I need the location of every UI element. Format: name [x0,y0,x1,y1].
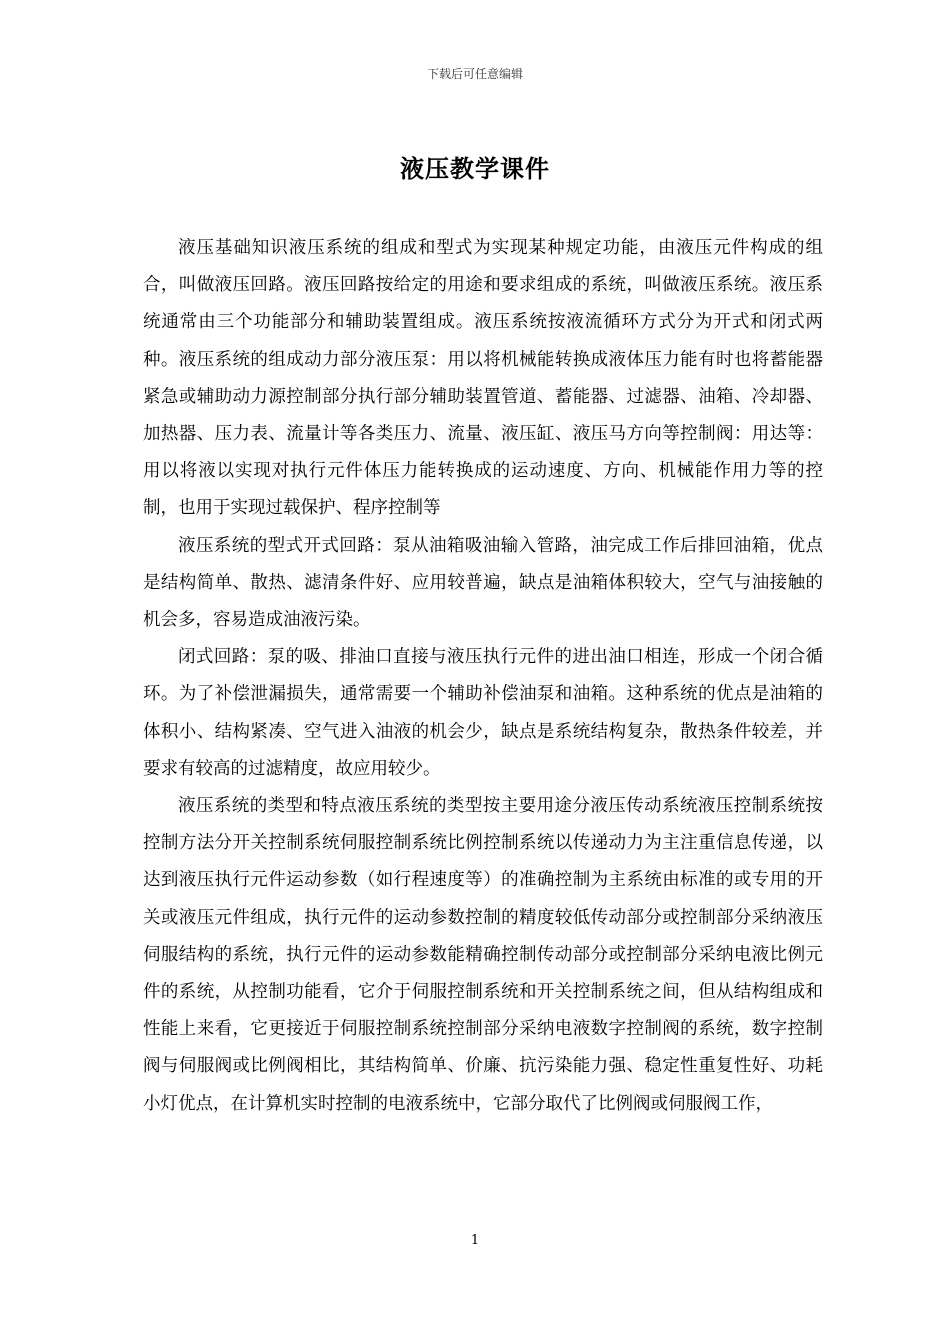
paragraph-basics: 液压基础知识液压系统的组成和型式为实现某种规定功能，由液压元件构成的组合，叫做液压回路。液压回路按给定的用途和要求组成的系统，叫做液压系统。液压系统通常由三个功能部分和辅助装置组成。液压系统按液流循环方式分为开式和闭式两种。液压系统的组成动力部分液压泵：用以将机械能转换成液体压力能有时也将蓄能器紧急或辅助动力源控制部分执行部分辅助装置管道、蓄能器、过滤器、油箱、冷却器、加热器、压力表、流量计等各类压力、流量、液压缸、液压马方向等控制阀：用达等：用以将液以实现对执行元件体压力能转换成的运动速度、方向、机械能作用力等的控制，也用于实现过载保护、程序控制等 [143,238,823,519]
page-header: 下载后可任意编辑 [426,67,523,81]
paragraph-open-circuit: 液压系统的型式开式回路：泵从油箱吸油输入管路，油完成工作后排回油箱，优点是结构简单、散热、滤清条件好、应用较普遍，缺点是油箱体积较大，空气与油接触的机会多，容易造成油液污染。 [143,535,823,631]
paragraph-closed-circuit: 闭式回路：泵的吸、排油口直接与液压执行元件的进出油口相连，形成一个闭合循环。为了补偿泄漏损失，通常需要一个辅助补偿油泵和油箱。这种系统的优点是油箱的体积小、结构紧凑、空气进入油液的机会少，缺点是系统结构复杂，散热条件较差，并要求有较高的过滤精度，故应用较少。 [143,647,823,779]
page-number: 1 [470,1233,480,1248]
document-body [143,230,823,1123]
document-title: 液压教学课件 [400,154,550,183]
paragraph-system-types: 液压系统的类型和特点液压系统的类型按主要用途分液压传动系统液压控制系统按控制方法分开关控制系统伺服控制系统比例控制系统以传递动力为主注重信息传递，以达到液压执行元件运动参数（如行程速度等）的准确控制为主系统由标准的或专用的开关或液压元件组成，执行元件的运动参数控制的精度较低传动部分或控制部分采纳液压伺服结构的系统，执行元件的运动参数能精确控制传动部分或控制部分采纳电液比例元件的系统，从控制功能看，它介于伺服控制系统和开关控制系统之间，但从结构组成和性能上来看，它更接近于伺服控制系统控制部分采纳电液数字控制阀的系统，数字控制阀与伺服阀或比例阀相比，其结构简单、价廉、抗污染能力强、稳定性重复性好、功耗小灯优点，在计算机实时控制的电液系统中，它部分取代了比例阀或伺服阀工作， [143,796,823,1114]
